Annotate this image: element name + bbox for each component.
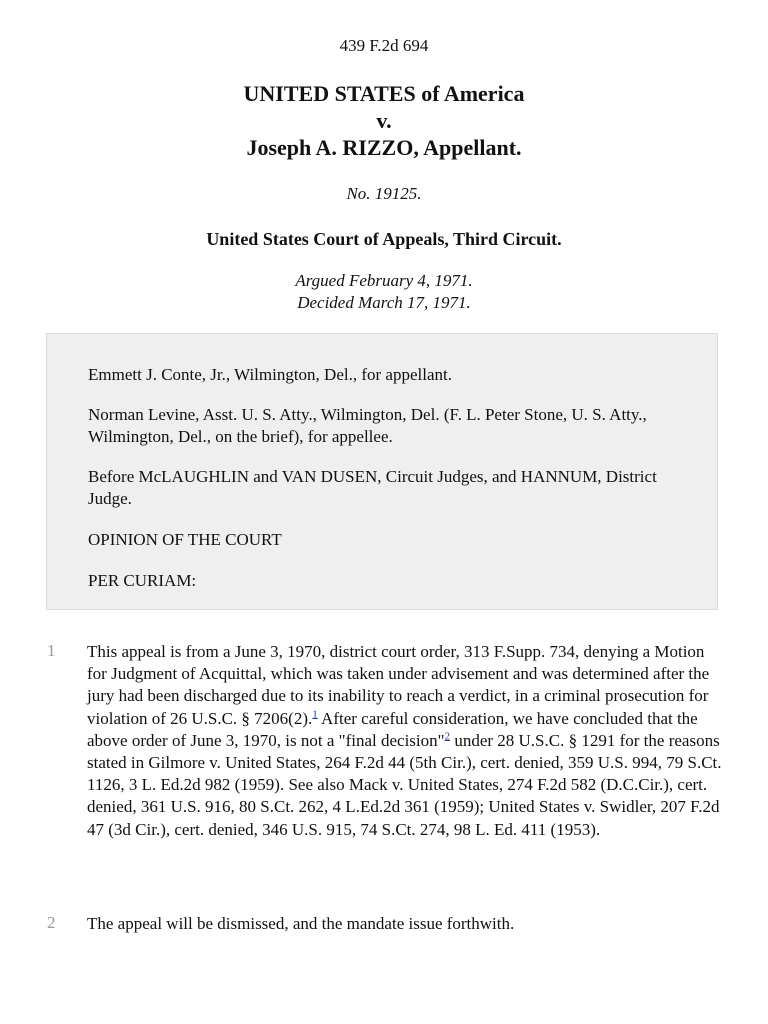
footnote-link-2[interactable]: 2 [444, 730, 451, 743]
judges-panel: Before McLAUGHLIN and VAN DUSEN, Circuit Judges, and HANNUM, District Judge. [88, 467, 657, 508]
case-header-box [46, 333, 718, 610]
case-caption [0, 80, 768, 161]
paragraph-number: 2 [47, 913, 56, 932]
paragraph-text-part: under 28 U.S.C. § 1291 for the reasons stated in Gilmore v. United States, 264 F.2d 44 (5th Cir.), cert. denied, 359 U.S. 994, 79 S.Ct. 1126, 3 L. Ed.2d 982 (1959). See also Mack v. United States, 274 F.2d 582 (D.C.Cir.), cert. denied, 361 U.S. 916, 80 S.Ct. 262, 4 L.Ed.2d 361 (1959); United States v. Swidler, 207 F.2d 47 (3d Cir.), cert. denied, 346 U.S. 915, 74 S.Ct. 274, 98 L. Ed. 411 (1953). [87, 730, 722, 839]
decided-date: Decided March 17, 1971. [297, 293, 471, 312]
counsel-appellant: Emmett J. Conte, Jr., Wilmington, Del., for appellant. [88, 365, 452, 384]
party-plaintiff: UNITED STATES of America [243, 81, 525, 106]
paragraph-number: 1 [47, 641, 56, 660]
paragraph-text [87, 641, 727, 841]
versus-label: v. [376, 108, 392, 133]
party-appellant: Joseph A. RIZZO, Appellant. [246, 135, 522, 160]
court-name: United States Court of Appeals, Third Circuit. [206, 229, 562, 249]
footnote-link-1[interactable]: 1 [312, 707, 318, 720]
opinion-label: OPINION OF THE COURT [88, 530, 282, 549]
paragraph-text-part: This appeal is from a June 3, 1970, district court order, 313 F.Supp. 734, denying a Motion for Judgment of Acquittal, which was taken under advisement and was determined after the jury had been discharged due to its inability to reach a verdict, in a criminal prosecution for violation of 26 U.S.C. § 7206(2). [87, 642, 710, 728]
argued-date: Argued February 4, 1971. [295, 271, 473, 290]
paragraph-text: The appeal will be dismissed, and the mandate issue forthwith. [87, 914, 515, 933]
per-curiam-label: PER CURIAM: [88, 571, 197, 590]
paragraph-text-part: After careful consideration, we have concluded that the above order of June 3, 1970, is not a "final decision" [87, 708, 698, 750]
counsel-appellee: Norman Levine, Asst. U. S. Atty., Wilmington, Del. (F. L. Peter Stone, U. S. Atty., Wilmington, Del., on the brief), for appellee. [88, 405, 647, 446]
case-citation: 439 F.2d 694 [339, 36, 429, 55]
case-dates [0, 270, 768, 314]
docket-number: No. 19125. [346, 184, 422, 203]
